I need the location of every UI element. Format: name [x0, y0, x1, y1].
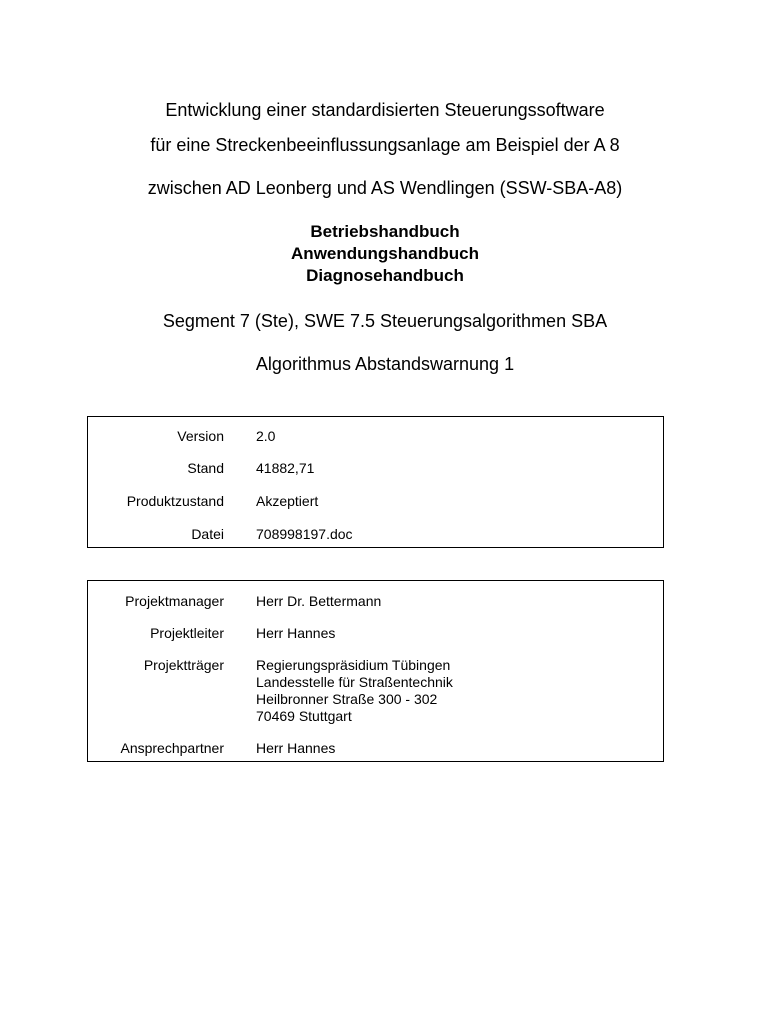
algorithm-title: Algorithmus Abstandswarnung 1: [255, 354, 515, 374]
title-line-1: Entwicklung einer standardisierten Steuerungssoftware: [165, 100, 605, 120]
title-line-2: für eine Streckenbeeinflussungsanlage am Beispiel der A 8: [150, 135, 620, 155]
traeger-line: Heilbronner Straße 300 - 302: [256, 691, 438, 707]
project-info-table: [87, 580, 664, 762]
projektmanager-value: Herr Dr. Bettermann: [256, 593, 382, 609]
traeger-line: 70469 Stuttgart: [256, 708, 352, 724]
projektmanager-label: Projektmanager: [125, 593, 224, 609]
ansprechpartner-label: Ansprechpartner: [120, 740, 224, 756]
projekttraeger-label: Projektträger: [143, 657, 224, 673]
produktzustand-value: Akzeptiert: [256, 493, 319, 509]
projektleiter-value: Herr Hannes: [256, 625, 336, 641]
projekttraeger-value: [256, 657, 453, 725]
datei-label: Datei: [191, 526, 224, 542]
traeger-line: Landesstelle für Straßentechnik: [256, 674, 453, 690]
handbook-title-1: Betriebshandbuch: [310, 222, 460, 241]
handbook-title-3: Diagnosehandbuch: [306, 266, 464, 285]
version-value: 2.0: [256, 428, 276, 444]
stand-label: Stand: [187, 460, 224, 476]
document-info-table: [87, 416, 664, 548]
produktzustand-label: Produktzustand: [126, 493, 224, 509]
datei-value: 708998197.doc: [256, 526, 353, 542]
ansprechpartner-value: Herr Hannes: [256, 740, 336, 756]
traeger-line: Regierungspräsidium Tübingen: [256, 657, 451, 673]
projektleiter-label: Projektleiter: [150, 625, 224, 641]
segment-title: Segment 7 (Ste), SWE 7.5 Steuerungsalgorithmen SBA: [162, 311, 608, 331]
stand-value: 41882,71: [256, 460, 315, 476]
version-label: Version: [177, 428, 224, 444]
handbook-title-2: Anwendungshandbuch: [291, 244, 479, 263]
title-line-3: zwischen AD Leonberg und AS Wendlingen (SSW-SBA-A8): [147, 178, 623, 198]
